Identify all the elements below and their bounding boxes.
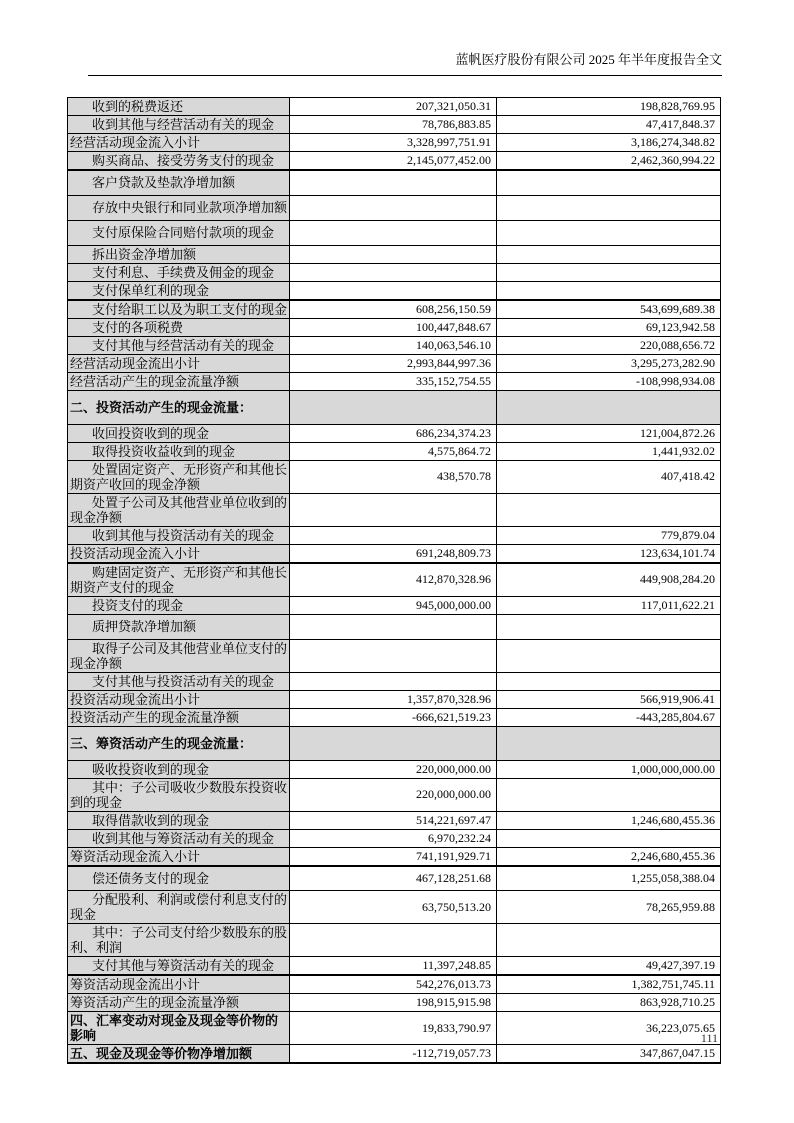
row-value-current: -112,719,057.73 [290,1045,497,1064]
row-label: 投资活动产生的现金流量净额 [68,708,290,726]
table-row [68,245,721,263]
row-label: 吸收投资收到的现金 [68,760,290,778]
row-label: 其中：子公司吸收少数股东投资收到的现金 [68,778,290,811]
table-row [68,866,721,891]
header-title: 蓝帆医疗股份有限公司 2025 年半年度报告全文 [455,52,722,67]
row-value-prior: 117,011,622.21 [497,596,721,614]
row-value-prior: 407,418.42 [497,460,721,493]
table-row [68,220,721,245]
row-value-current [290,220,497,245]
row-value-prior [497,726,721,760]
table-row [68,98,721,116]
row-label: 支付其他与投资活动有关的现金 [68,672,290,690]
row-label: 支付的各项税费 [68,318,290,336]
table-row [68,708,721,726]
row-value-prior: 1,441,932.02 [497,442,721,460]
row-value-current: 438,570.78 [290,460,497,493]
row-value-prior: 47,417,848.37 [497,116,721,134]
row-value-prior [497,390,721,424]
row-value-current: 3,328,997,751.91 [290,134,497,152]
row-label: 拆出资金净增加额 [68,245,290,263]
row-value-prior: -108,998,934.08 [497,372,721,390]
row-value-current: 220,000,000.00 [290,778,497,811]
table-row [68,424,721,442]
table-row [68,957,721,976]
table-row [68,811,721,829]
row-value-current: 6,970,232.24 [290,829,497,847]
table-row [68,891,721,924]
table-row [68,672,721,690]
row-value-current [290,263,497,281]
row-value-current: 691,248,809.73 [290,544,497,563]
row-value-prior [497,778,721,811]
row-value-current [290,526,497,544]
row-label: 五、现金及现金等价物净增加额 [68,1045,290,1064]
row-label: 支付其他与经营活动有关的现金 [68,336,290,354]
row-value-prior: 1,000,000,000.00 [497,760,721,778]
row-value-prior [497,614,721,639]
row-value-current [290,614,497,639]
row-value-prior: 3,186,274,348.82 [497,134,721,152]
table-row [68,170,721,195]
table-row [68,614,721,639]
table-row [68,760,721,778]
row-label: 取得投资收益收到的现金 [68,442,290,460]
row-label: 收回投资收到的现金 [68,424,290,442]
cash-flow-table [67,97,721,1064]
row-value-prior: 2,462,360,994.22 [497,152,721,171]
row-value-current: 207,321,050.31 [290,98,497,116]
row-value-current: 220,000,000.00 [290,760,497,778]
row-label: 四、汇率变动对现金及现金等价物的影响 [68,1012,290,1045]
table-row [68,639,721,672]
row-value-current [290,170,497,195]
row-label: 投资活动现金流入小计 [68,544,290,563]
row-value-prior: 1,255,058,388.04 [497,866,721,891]
row-value-prior [497,220,721,245]
table-row [68,300,721,319]
row-label: 投资活动现金流出小计 [68,690,290,708]
row-value-current: 542,276,013.73 [290,975,497,994]
row-label: 支付其他与筹资活动有关的现金 [68,957,290,976]
table-row [68,690,721,708]
row-value-current: 78,786,883.85 [290,116,497,134]
row-value-prior: 49,427,397.19 [497,957,721,976]
cash-flow-table-body [68,98,721,1064]
table-row [68,829,721,847]
row-label: 取得借款收到的现金 [68,811,290,829]
row-label: 处置固定资产、无形资产和其他长期资产收回的现金净额 [68,460,290,493]
table-row [68,152,721,171]
row-value-prior [497,829,721,847]
row-label: 其中：子公司支付给少数股东的股利、利润 [68,924,290,957]
table-row [68,134,721,152]
row-label: 经营活动产生的现金流量净额 [68,372,290,390]
row-value-current [290,493,497,526]
row-value-current [290,245,497,263]
row-label: 购买商品、接受劳务支付的现金 [68,152,290,171]
table-row [68,544,721,563]
row-value-current [290,639,497,672]
table-row [68,354,721,372]
row-value-prior: 449,908,284.20 [497,563,721,597]
row-value-prior [497,170,721,195]
row-value-prior: 347,867,047.15 [497,1045,721,1064]
row-label: 筹资活动现金流出小计 [68,975,290,994]
row-value-prior [497,281,721,300]
row-label: 购建固定资产、无形资产和其他长期资产支付的现金 [68,563,290,597]
row-value-prior [497,493,721,526]
table-row [68,975,721,994]
table-row [68,726,721,760]
row-value-prior: 69,123,942.58 [497,318,721,336]
table-row [68,526,721,544]
table-row [68,281,721,300]
row-value-current: -666,621,519.23 [290,708,497,726]
row-value-current: 2,145,077,452.00 [290,152,497,171]
row-value-current: 412,870,328.96 [290,563,497,597]
row-value-current: 335,152,754.55 [290,372,497,390]
table-row [68,778,721,811]
row-label: 筹资活动现金流入小计 [68,847,290,866]
row-label: 支付利息、手续费及佣金的现金 [68,263,290,281]
row-value-current: 467,128,251.68 [290,866,497,891]
row-value-current: 198,915,915.98 [290,994,497,1012]
row-value-prior [497,639,721,672]
table-row [68,460,721,493]
row-value-prior: 3,295,273,282.90 [497,354,721,372]
table-row [68,318,721,336]
row-value-prior: 1,382,751,745.11 [497,975,721,994]
row-label: 支付给职工以及为职工支付的现金 [68,300,290,319]
row-value-prior: 198,828,769.95 [497,98,721,116]
row-label: 投资支付的现金 [68,596,290,614]
row-value-prior: 123,634,101.74 [497,544,721,563]
row-label: 存放中央银行和同业款项净增加额 [68,195,290,220]
table-row [68,442,721,460]
table-row [68,493,721,526]
table-row [68,1045,721,1064]
row-value-prior [497,924,721,957]
row-value-prior: 36,223,075.65 [497,1012,721,1045]
table-row [68,263,721,281]
row-value-current [290,726,497,760]
row-label: 二、投资活动产生的现金流量： [68,390,290,424]
row-value-current: 100,447,848.67 [290,318,497,336]
row-label: 收到其他与筹资活动有关的现金 [68,829,290,847]
table-row [68,195,721,220]
row-value-prior: 543,699,689.38 [497,300,721,319]
row-value-current: 11,397,248.85 [290,957,497,976]
table-row [68,596,721,614]
row-value-prior: 1,246,680,455.36 [497,811,721,829]
row-value-current: 514,221,697.47 [290,811,497,829]
row-value-current [290,195,497,220]
table-row [68,847,721,866]
row-value-current: 608,256,150.59 [290,300,497,319]
table-row [68,372,721,390]
row-label: 收到其他与经营活动有关的现金 [68,116,290,134]
row-label: 经营活动现金流入小计 [68,134,290,152]
row-label: 收到的税费返还 [68,98,290,116]
table-row [68,563,721,597]
row-value-prior: 779,879.04 [497,526,721,544]
row-value-current: 741,191,929.71 [290,847,497,866]
row-label: 三、筹资活动产生的现金流量： [68,726,290,760]
row-value-prior: 566,919,906.41 [497,690,721,708]
row-value-prior: 121,004,872.26 [497,424,721,442]
row-label: 分配股利、利润或偿付利息支付的现金 [68,891,290,924]
row-value-current: 686,234,374.23 [290,424,497,442]
row-value-current: 63,750,513.20 [290,891,497,924]
row-value-current: 140,063,546.10 [290,336,497,354]
row-value-prior [497,245,721,263]
page-number: 111 [700,1031,718,1045]
row-label: 质押贷款净增加额 [68,614,290,639]
row-value-prior [497,195,721,220]
row-label: 客户贷款及垫款净增加额 [68,170,290,195]
row-value-prior: 78,265,959.88 [497,891,721,924]
row-value-prior [497,263,721,281]
row-value-current [290,390,497,424]
row-value-current [290,281,497,300]
row-label: 偿还债务支付的现金 [68,866,290,891]
table-row [68,336,721,354]
page-header [88,52,722,76]
row-value-current: 4,575,864.72 [290,442,497,460]
row-value-current: 945,000,000.00 [290,596,497,614]
row-value-current [290,924,497,957]
row-label: 筹资活动产生的现金流量净额 [68,994,290,1012]
row-label: 支付保单红利的现金 [68,281,290,300]
row-value-prior: -443,285,804.67 [497,708,721,726]
row-label: 经营活动现金流出小计 [68,354,290,372]
row-label: 收到其他与投资活动有关的现金 [68,526,290,544]
row-value-prior: 220,088,656.72 [497,336,721,354]
row-value-prior: 2,246,680,455.36 [497,847,721,866]
row-value-prior: 863,928,710.25 [497,994,721,1012]
row-value-prior [497,672,721,690]
row-label: 取得子公司及其他营业单位支付的现金净额 [68,639,290,672]
row-value-current: 2,993,844,997.36 [290,354,497,372]
table-row [68,924,721,957]
table-row [68,390,721,424]
row-value-current [290,672,497,690]
table-row [68,116,721,134]
row-value-current: 19,833,790.97 [290,1012,497,1045]
row-value-current: 1,357,870,328.96 [290,690,497,708]
row-label: 处置子公司及其他营业单位收到的现金净额 [68,493,290,526]
row-label: 支付原保险合同赔付款项的现金 [68,220,290,245]
table-row [68,994,721,1012]
